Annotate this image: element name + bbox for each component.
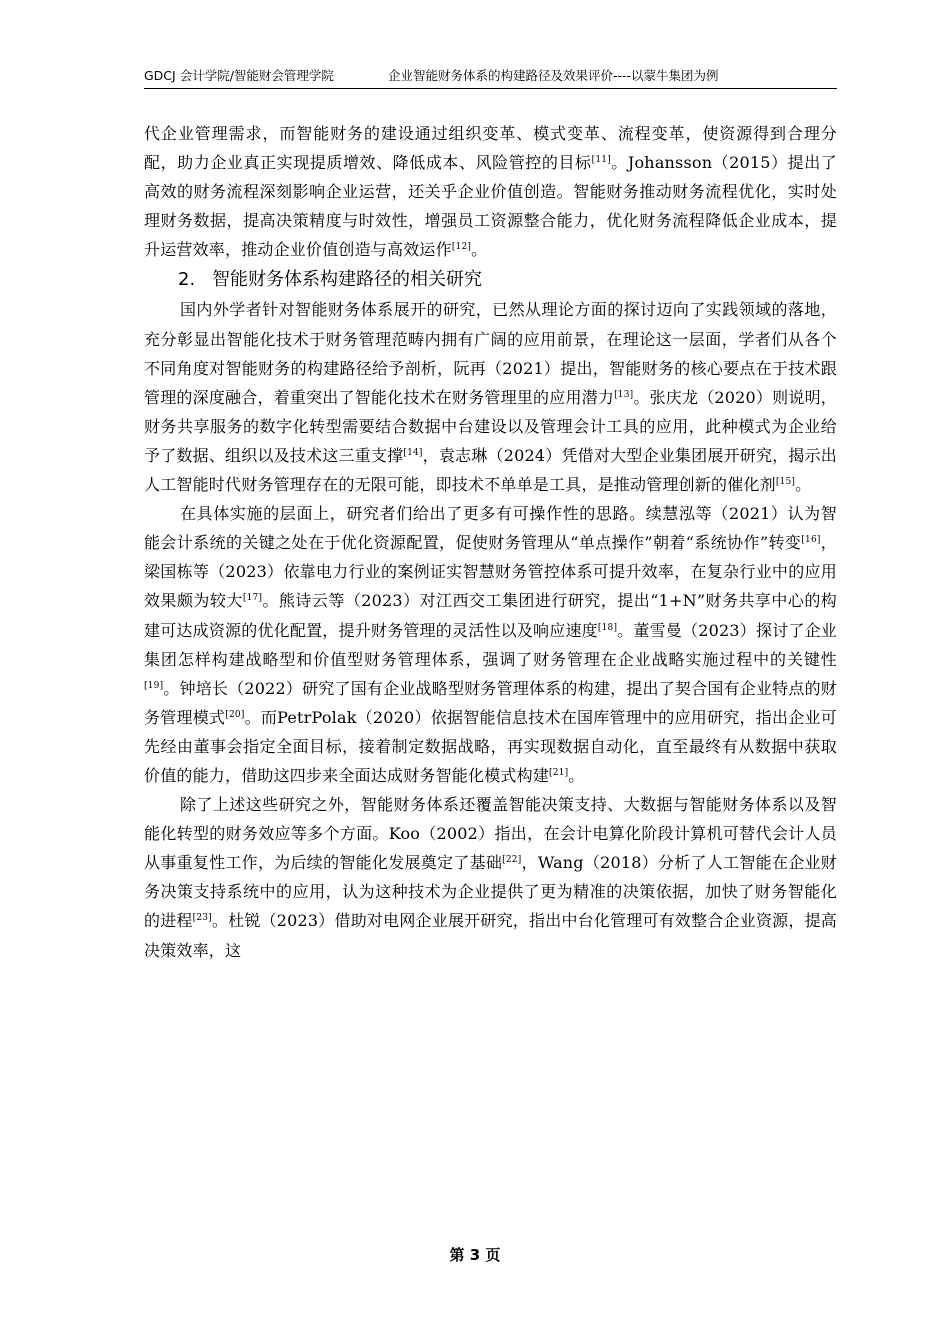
paragraph-implementation: 在具体实施的层面上，研究者们给出了更多有可操作性的思路。续慧泓等（2021）认为智能会计系统的关键之处在于优化资源配置，促使财务管理从“单点操作”朝着“系统协作”转变[16]，梁国栋等（2023）依靠电力行业的案例证实智慧财务管控体系可提升效率，在复杂行业中的应用效果颇为较大[17]。熊诗云等（2023）对江西交工集团进行研究，提出“1+N”财务共享中心的构建可达成资源的优化配置，提升财务管理的灵活性以及响应速度[18]。董雪曼（2023）探讨了企业集团怎样构建战略型和价值型财务管理体系，强调了财务管理在企业战略实施过程中的关键性[19]。钟培长（2022）研究了国有企业战略型财务管理体系的构建，提出了契合国有企业特点的财务管理模式[20]。而PetrPolak（2020）依据智能信息技术在国库管理中的应用研究，指出企业可先经由董事会指定全面目标，接着制定数据战略，再实现数据自动化，直至最终有从数据中获取价值的能力，借助这四步来全面达成财务智能化模式构建[21]。 — [144, 504, 838, 785]
paragraph-other-research: 除了上述这些研究之外，智能财务体系还覆盖智能决策支持、大数据与智能财务体系以及智能化转型的财务效应等多个方面。Koo（2002）指出，在会计电算化阶段计算机可替代会计人员从事重复性工作，为后续的智能化发展奠定了基础[22]，Wang（2018）分析了人工智能在企业财务决策支持系统中的应用，认为这种技术为企业提供了更为精准的决策依据，加快了财务智能化的进程[23]。杜锐（2023）借助对电网企业展开研究，指出中台化管理可有效整合企业资源，提高决策效率，这 — [144, 795, 837, 960]
citation-15: [15] — [775, 477, 796, 488]
paragraph-continued: 代企业管理需求，而智能财务的建设通过组织变革、模式变革、流程变革，使资源得到合理分配，助力企业真正实现提质增效、降低成本、风险管控的目标[11]。Johansson（2015）提出了高效的财务流程深刻影响企业运营，还关乎企业价值创造。智能财务推动财务流程优化，实时处理财务数据，提高决策精度与时效性，增强员工资源整合能力，优化财务流程降低企业成本，提升运营效率，推动企业价值创造与高效运作[12]。 — [144, 124, 838, 260]
paragraph-theory: 国内外学者针对智能财务体系展开的研究，已然从理论方面的探讨迈向了实践领域的落地，充分彰显出智能化技术于财务管理范畴内拥有广阔的应用前景，在理论这一层面，学者们从各个不同角度对智能财务的构建路径给予剖析，阮再（2021）提出，智能财务的核心要点在于技术跟管理的深度融合，着重突出了智能化技术在财务管理里的应用潜力[13]。张庆龙（2020）则说明，财务共享服务的数字化转型需要结合数据中台建设以及管理会计工具的应用，此种模式为企业给予了数据、组织以及技术这三重支撑[14]，袁志琳（2024）凭借对大型企业集团展开研究，揭示出人工智能时代财务管理存在的无限可能，即技术不单单是工具，是推动管理创新的催化剂[15]。 — [144, 300, 837, 495]
header-institution: GDCJ 会计学院/智能财会管理学院 — [144, 68, 334, 83]
citation-14: [14] — [403, 447, 423, 458]
citation-23: [23] — [192, 913, 212, 924]
citation-17: [17] — [242, 593, 263, 604]
citation-22: [22] — [502, 855, 522, 866]
page-number: 第 3 页 — [449, 1246, 501, 1264]
citation-18: [18] — [597, 622, 618, 633]
citation-21: [21] — [549, 767, 569, 778]
citation-16: [16] — [801, 535, 821, 546]
page-body — [144, 119, 837, 965]
citation-11: [11] — [591, 155, 611, 166]
running-header — [144, 66, 837, 89]
citation-12: [12] — [451, 242, 472, 253]
section-heading — [144, 266, 837, 294]
section-number: 2. — [178, 269, 196, 291]
header-paper-title: 企业智能财务体系的构建路径及效果评价----以蒙牛集团为例 — [388, 68, 719, 83]
section-title: 智能财务体系构建路径的相关研究 — [212, 269, 482, 291]
citation-20: [20] — [225, 709, 245, 720]
citation-13: [13] — [614, 389, 634, 400]
citation-19: [19] — [144, 680, 164, 691]
